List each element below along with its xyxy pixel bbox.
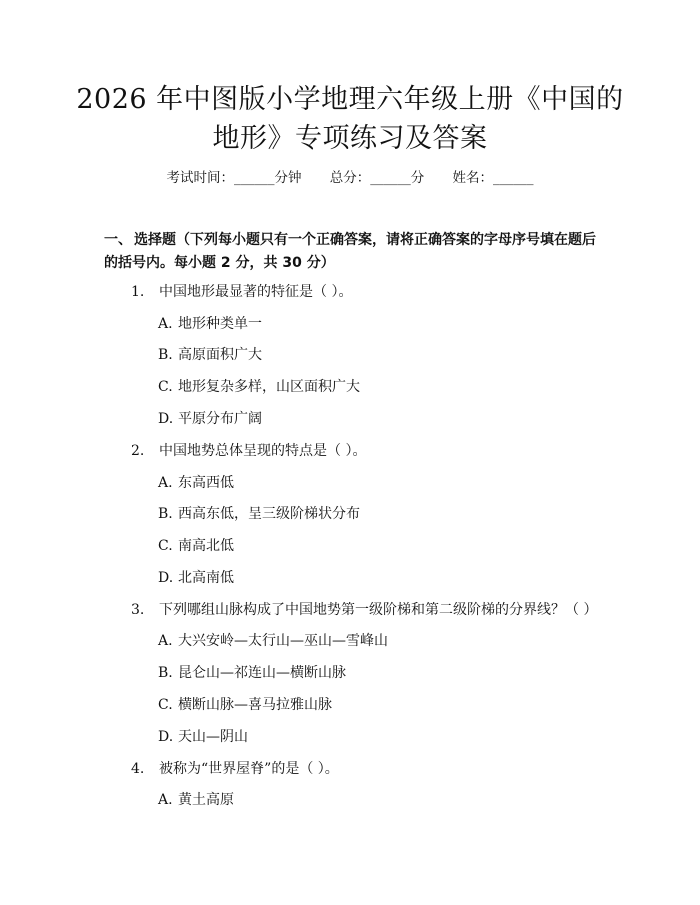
option-text: 大兴安岭—太行山—巫山—雪峰山 bbox=[178, 633, 388, 649]
option-letter: B. bbox=[158, 347, 173, 363]
option-text: 黄土高原 bbox=[178, 792, 234, 808]
question-text: 被称为“世界屋脊”的是（ ）。 bbox=[159, 761, 339, 777]
option-text: 昆仑山—祁连山—横断山脉 bbox=[178, 665, 346, 681]
option-2-b bbox=[158, 504, 360, 524]
section-heading bbox=[104, 229, 604, 275]
option-letter: D. bbox=[158, 411, 174, 427]
option-letter: D. bbox=[158, 729, 174, 745]
option-letter: A. bbox=[158, 316, 173, 332]
option-2-c bbox=[158, 536, 234, 556]
section-heading-text: 选择题（下列每小题只有一个正确答案，请将正确答案的字母序号填在题后的括号内。每小题 2 分，共 30 分） bbox=[104, 232, 596, 271]
option-letter: A. bbox=[158, 792, 173, 808]
option-letter: B. bbox=[158, 665, 173, 681]
option-letter: B. bbox=[158, 506, 173, 522]
option-3-b bbox=[158, 663, 346, 683]
question-text: 中国地形最显著的特征是（ ）。 bbox=[159, 284, 353, 300]
option-letter: C. bbox=[158, 697, 173, 713]
option-text: 地形种类单一 bbox=[178, 316, 262, 332]
option-2-d bbox=[158, 568, 234, 588]
total-score-field: 总分：______分 bbox=[329, 170, 425, 186]
option-letter: C. bbox=[158, 538, 173, 554]
question-number: 2. bbox=[131, 443, 145, 459]
exam-time-field: 考试时间：______分钟 bbox=[166, 170, 302, 186]
question-3 bbox=[131, 600, 597, 620]
question-2 bbox=[131, 441, 366, 461]
option-letter: A. bbox=[158, 633, 173, 649]
option-letter: D. bbox=[158, 570, 174, 586]
option-3-d bbox=[158, 727, 248, 747]
question-text: 下列哪组山脉构成了中国地势第一级阶梯和第二级阶梯的分界线？（ ） bbox=[159, 602, 598, 618]
option-text: 南高北低 bbox=[178, 538, 234, 554]
option-text: 西高东低，呈三级阶梯状分布 bbox=[178, 506, 360, 522]
option-1-d bbox=[158, 409, 262, 429]
option-text: 地形复杂多样，山区面积广大 bbox=[178, 379, 360, 395]
question-number: 1. bbox=[131, 284, 145, 300]
option-text: 横断山脉—喜马拉雅山脉 bbox=[178, 697, 332, 713]
option-text: 东高西低 bbox=[178, 475, 234, 491]
option-3-c bbox=[158, 695, 332, 715]
option-1-b bbox=[158, 345, 262, 365]
option-text: 平原分布广阔 bbox=[178, 411, 262, 427]
option-3-a bbox=[158, 631, 388, 651]
option-letter: A. bbox=[158, 475, 173, 491]
question-number: 3. bbox=[131, 602, 145, 618]
document-title-line-2: 地形》专项练习及答案 bbox=[212, 123, 488, 154]
option-text: 北高南低 bbox=[178, 570, 234, 586]
question-1 bbox=[131, 282, 352, 302]
question-4 bbox=[131, 759, 339, 779]
option-1-c bbox=[158, 377, 360, 397]
question-number: 4. bbox=[131, 761, 145, 777]
student-name-field: 姓名：______ bbox=[452, 170, 534, 186]
option-1-a bbox=[158, 314, 262, 334]
option-text: 天山—阴山 bbox=[178, 729, 248, 745]
section-number: 一、 bbox=[104, 232, 132, 248]
document-title-line-1: 2026 年中图版小学地理六年级上册《中国的 bbox=[76, 84, 624, 115]
question-text: 中国地势总体呈现的特点是（ ）。 bbox=[159, 443, 367, 459]
option-2-a bbox=[158, 473, 234, 493]
option-text: 高原面积广大 bbox=[178, 347, 262, 363]
option-letter: C. bbox=[158, 379, 173, 395]
option-4-a bbox=[158, 790, 234, 810]
exam-info-line bbox=[0, 168, 700, 188]
